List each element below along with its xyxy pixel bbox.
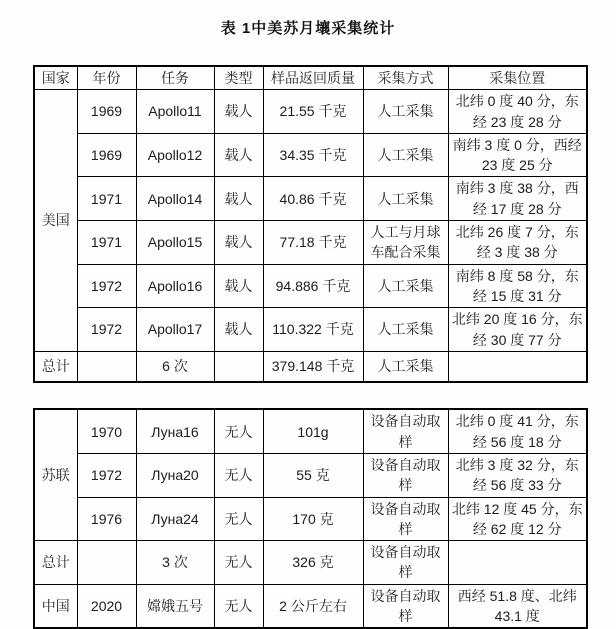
cell-location: 西经 51.8 度、北纬 43.1 度 xyxy=(448,584,587,628)
cell-mass: 379.148 千克 xyxy=(263,351,363,382)
cell-mission: Apollo14 xyxy=(136,177,214,221)
cell-type: 载人 xyxy=(214,264,263,308)
table-row-apollo16 xyxy=(34,264,587,308)
cell-year: 1972 xyxy=(77,453,136,497)
cell-method: 设备自动取样 xyxy=(363,453,448,497)
cell-type: 载人 xyxy=(214,90,263,134)
table-row-us-total xyxy=(34,351,587,382)
cell-mass: 326 克 xyxy=(263,541,363,585)
cell-location: 南纬 3 度 38 分，西经 17 度 28 分 xyxy=(448,177,587,221)
col-header-mission: 任务 xyxy=(136,66,214,90)
cell-mission: Apollo11 xyxy=(136,90,214,134)
cell-mission: Apollo16 xyxy=(136,264,214,308)
table-title: 表 1中美苏月壤采集统计 xyxy=(220,20,396,37)
cell-mass: 34.35 千克 xyxy=(263,133,363,177)
cell-location xyxy=(448,351,587,382)
cell-type: 无人 xyxy=(214,453,263,497)
cell-year: 1972 xyxy=(77,308,136,352)
cell-method: 人工采集 xyxy=(363,351,448,382)
cell-mass: 94.886 千克 xyxy=(263,264,363,308)
table-row-luna20 xyxy=(34,453,587,497)
header-row xyxy=(34,66,587,90)
cell-type: 载人 xyxy=(214,308,263,352)
cell-type: 无人 xyxy=(214,409,263,453)
cell-mass: 170 克 xyxy=(263,497,363,541)
table-row-apollo15 xyxy=(34,221,587,265)
cell-location: 南纬 3 度 0 分，西经 23 度 25 分 xyxy=(448,133,587,177)
cell-mission: Apollo12 xyxy=(136,133,214,177)
col-header-type: 类型 xyxy=(214,66,263,90)
cell-year: 1970 xyxy=(77,409,136,453)
col-header-location: 采集位置 xyxy=(448,66,587,90)
cell-mission: 3 次 xyxy=(136,541,214,585)
cell-location: 北纬 12 度 45 分，东经 62 度 12 分 xyxy=(448,497,587,541)
cell-location: 北纬 3 度 32 分，东经 56 度 33 分 xyxy=(448,453,587,497)
cell-location xyxy=(448,541,587,585)
col-header-mass: 样品返回质量 xyxy=(263,66,363,90)
cell-mission: Apollo17 xyxy=(136,308,214,352)
cell-country-us: 美国 xyxy=(34,90,77,352)
cell-method: 设备自动取样 xyxy=(363,584,448,628)
cell-type xyxy=(214,351,263,382)
cell-mission: Луна16 xyxy=(136,409,214,453)
cell-method: 人工采集 xyxy=(363,90,448,134)
cell-mission: 嫦娥五号 xyxy=(136,584,214,628)
col-header-country: 国家 xyxy=(34,66,77,90)
cell-year xyxy=(77,351,136,382)
cell-year: 1969 xyxy=(77,133,136,177)
cell-mass: 40.86 千克 xyxy=(263,177,363,221)
cell-country-ussr: 苏联 xyxy=(34,409,77,540)
cell-type: 载人 xyxy=(214,177,263,221)
cell-year: 1976 xyxy=(77,497,136,541)
cell-method: 人工与月球车配合采集 xyxy=(363,221,448,265)
table-row-change5 xyxy=(34,584,587,628)
cell-mass: 101g xyxy=(263,409,363,453)
table-row-apollo11 xyxy=(34,90,587,134)
cell-method: 人工采集 xyxy=(363,264,448,308)
cell-mission: Луна20 xyxy=(136,453,214,497)
table-row-ussr-total xyxy=(34,541,587,585)
col-header-method: 采集方式 xyxy=(363,66,448,90)
cell-method: 设备自动取样 xyxy=(363,409,448,453)
cell-mass: 110.322 千克 xyxy=(263,308,363,352)
cell-method: 人工采集 xyxy=(363,177,448,221)
cell-type: 无人 xyxy=(214,497,263,541)
table-row-luna16 xyxy=(34,409,587,453)
cell-mass: 77.18 千克 xyxy=(263,221,363,265)
cell-country-china: 中国 xyxy=(34,584,77,628)
cell-year: 1971 xyxy=(77,177,136,221)
table-row-apollo17 xyxy=(34,308,587,352)
cell-method: 人工采集 xyxy=(363,133,448,177)
cell-location: 北纬 0 度 41 分，东经 56 度 18 分 xyxy=(448,409,587,453)
cell-type: 载人 xyxy=(214,133,263,177)
us-lunar-sample-table xyxy=(33,65,588,383)
cell-type: 无人 xyxy=(214,584,263,628)
cell-location: 北纬 0 度 40 分，东经 23 度 28 分 xyxy=(448,90,587,134)
cell-location: 北纬 26 度 7 分，东经 3 度 38 分 xyxy=(448,221,587,265)
cell-mass: 2 公斤左右 xyxy=(263,584,363,628)
cell-mission: Луна24 xyxy=(136,497,214,541)
ussr-china-lunar-sample-table xyxy=(33,408,588,629)
col-header-year: 年份 xyxy=(77,66,136,90)
cell-mission: Apollo15 xyxy=(136,221,214,265)
cell-mission: 6 次 xyxy=(136,351,214,382)
table-row-apollo14 xyxy=(34,177,587,221)
cell-method: 人工采集 xyxy=(363,308,448,352)
cell-type: 载人 xyxy=(214,221,263,265)
cell-year: 1969 xyxy=(77,90,136,134)
cell-year: 2020 xyxy=(77,584,136,628)
cell-method: 设备自动取样 xyxy=(363,541,448,585)
cell-mass: 55 克 xyxy=(263,453,363,497)
cell-year: 1972 xyxy=(77,264,136,308)
cell-location: 北纬 20 度 16 分，东经 30 度 77 分 xyxy=(448,308,587,352)
cell-mass: 21.55 千克 xyxy=(263,90,363,134)
cell-year xyxy=(77,541,136,585)
cell-total-label: 总计 xyxy=(34,351,77,382)
cell-total-label: 总计 xyxy=(34,541,77,585)
cell-year: 1971 xyxy=(77,221,136,265)
cell-type: 无人 xyxy=(214,541,263,585)
table-row-luna24 xyxy=(34,497,587,541)
cell-method: 设备自动取样 xyxy=(363,497,448,541)
table-row-apollo12 xyxy=(34,133,587,177)
cell-location: 南纬 8 度 58 分，东经 15 度 31 分 xyxy=(448,264,587,308)
